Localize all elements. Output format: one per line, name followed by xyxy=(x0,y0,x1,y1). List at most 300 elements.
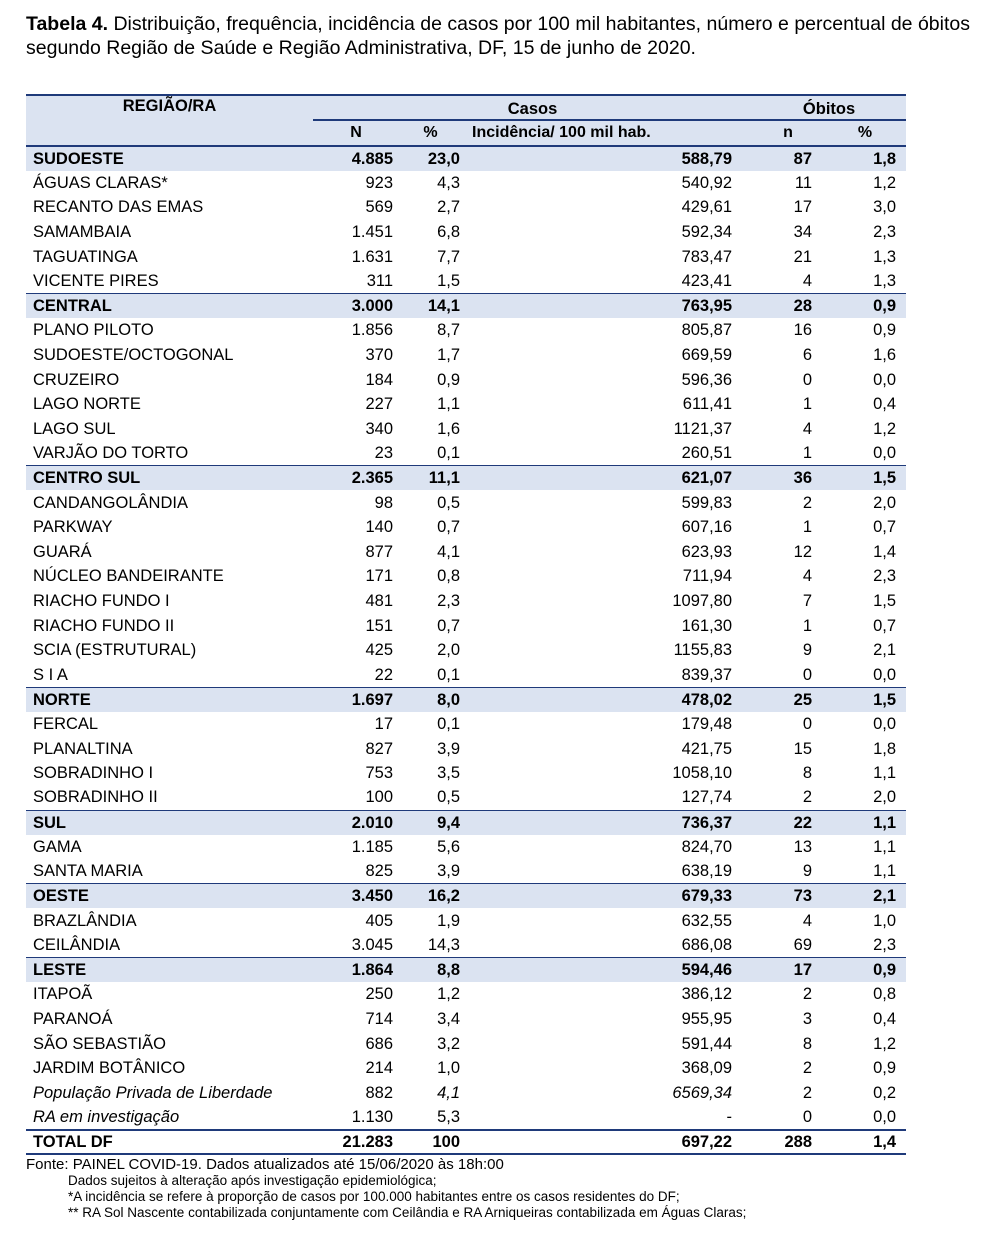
cell-deaths-pct: 3,0 xyxy=(873,198,897,217)
cell-deaths-n: 12 xyxy=(793,542,813,561)
cell-deaths-n: 2 xyxy=(802,1083,813,1102)
cell-incidence: 260,51 xyxy=(681,444,733,463)
cell-cases-n: 21.283 xyxy=(313,1130,399,1155)
cell-deaths-n: 0 xyxy=(802,714,813,733)
cell-region: LAGO SUL xyxy=(33,419,116,438)
table-row xyxy=(26,515,906,540)
cell-incidence: 591,44 xyxy=(681,1034,733,1053)
cell-cases-n: 827 xyxy=(365,739,393,758)
cell-cases-pct: 0,1 xyxy=(437,714,460,733)
cell-deaths-n: 8 xyxy=(802,1034,813,1053)
cell-cases-n: 98 xyxy=(374,493,393,512)
cell-region: NORTE xyxy=(26,687,313,712)
total-row xyxy=(26,1130,906,1155)
cell-incidence: 423,41 xyxy=(681,272,733,291)
cell-deaths-pct: 0,9 xyxy=(824,958,906,983)
table-row xyxy=(26,982,906,1007)
cell-cases-n: 3.450 xyxy=(313,884,399,909)
cell-deaths-n: 0 xyxy=(802,370,813,389)
cell-incidence: 478,02 xyxy=(462,687,752,712)
cell-deaths-pct: 0,0 xyxy=(873,370,897,389)
cell-incidence: 611,41 xyxy=(682,395,733,414)
cell-region: PARKWAY xyxy=(33,518,113,537)
table-row xyxy=(26,638,906,663)
cell-deaths-pct: 0,7 xyxy=(873,616,897,635)
cell-deaths-pct: 2,1 xyxy=(824,884,906,909)
cell-deaths-n: 4 xyxy=(802,419,813,438)
cell-cases-n: 1.697 xyxy=(313,687,399,712)
cell-deaths-pct: 1,5 xyxy=(824,687,906,712)
cell-deaths-n: 4 xyxy=(802,272,813,291)
cell-cases-pct: 14,1 xyxy=(399,294,462,319)
cell-cases-n: 214 xyxy=(365,1059,393,1078)
cell-cases-n: 1.864 xyxy=(313,958,399,983)
cell-region: SOBRADINHO I xyxy=(33,764,154,783)
cell-deaths-n: 8 xyxy=(802,764,813,783)
cell-region: PLANALTINA xyxy=(33,739,133,758)
cell-deaths-pct: 0,9 xyxy=(824,294,906,319)
table-row xyxy=(26,1105,906,1130)
cell-cases-n: 370 xyxy=(365,346,393,365)
table-row xyxy=(26,367,906,392)
region-group-row xyxy=(26,810,906,835)
cell-cases-pct: 4,1 xyxy=(437,1083,460,1102)
cell-incidence: 669,59 xyxy=(681,346,733,365)
cell-region: CEILÂNDIA xyxy=(33,936,121,955)
cell-deaths-pct: 0,9 xyxy=(873,1059,897,1078)
cell-deaths-n: 34 xyxy=(793,223,813,242)
cell-cases-pct: 3,5 xyxy=(437,764,460,783)
header-obitos: Óbitos xyxy=(752,95,906,120)
cell-deaths-n: 25 xyxy=(752,687,824,712)
cell-cases-pct: 0,9 xyxy=(437,370,460,389)
cell-deaths-n: 28 xyxy=(752,294,824,319)
table-row xyxy=(26,1007,906,1032)
cell-deaths-pct: 0,8 xyxy=(873,985,897,1004)
cell-deaths-n: 15 xyxy=(793,739,813,758)
cell-incidence: 421,75 xyxy=(681,739,733,758)
cell-deaths-n: 1 xyxy=(802,444,813,463)
cell-cases-pct: 0,5 xyxy=(437,493,460,512)
cell-deaths-n: 1 xyxy=(802,616,813,635)
cell-deaths-pct: 1,6 xyxy=(873,346,897,365)
cell-cases-n: 569 xyxy=(365,198,393,217)
cell-incidence: 711,94 xyxy=(682,567,733,586)
cell-deaths-pct: 0,0 xyxy=(873,1107,897,1126)
cell-cases-n: 184 xyxy=(365,370,393,389)
cell-incidence: 686,08 xyxy=(681,936,733,955)
cell-region: SANTA MARIA xyxy=(33,862,143,881)
table-row xyxy=(26,785,906,810)
cell-deaths-pct: 1,1 xyxy=(873,862,897,881)
cell-region: SAMAMBAIA xyxy=(33,223,132,242)
cell-cases-pct: 0,7 xyxy=(437,616,460,635)
cell-cases-n: 151 xyxy=(365,616,393,635)
table-row xyxy=(26,343,906,368)
cell-region: População Privada de Liberdade xyxy=(33,1083,273,1102)
cell-region: VICENTE PIRES xyxy=(33,272,159,291)
cell-incidence: 763,95 xyxy=(462,294,752,319)
cell-region: SOBRADINHO II xyxy=(33,788,158,807)
table-row xyxy=(26,761,906,786)
cell-deaths-n: 0 xyxy=(802,1107,813,1126)
cell-cases-pct: 1,6 xyxy=(437,419,460,438)
cell-deaths-pct: 0,7 xyxy=(873,518,897,537)
cell-cases-pct: 0,5 xyxy=(437,788,460,807)
cell-region: LESTE xyxy=(26,958,313,983)
cell-incidence: 368,09 xyxy=(681,1059,733,1078)
cell-cases-pct: 1,2 xyxy=(437,985,460,1004)
cell-region: OESTE xyxy=(26,884,313,909)
cell-cases-n: 3.045 xyxy=(351,936,393,955)
cell-cases-n: 1.451 xyxy=(351,223,393,242)
cell-incidence: 594,46 xyxy=(462,958,752,983)
cell-cases-pct: 4,1 xyxy=(437,542,460,561)
cell-cases-n: 2.365 xyxy=(313,466,399,491)
cell-cases-pct: 1,0 xyxy=(437,1059,460,1078)
cell-incidence: - xyxy=(726,1107,733,1126)
header-pct: % xyxy=(399,120,462,146)
cell-deaths-pct: 1,1 xyxy=(824,810,906,835)
cell-deaths-pct: 1,5 xyxy=(873,591,897,610)
cell-deaths-pct: 1,3 xyxy=(873,247,897,266)
cell-incidence: 161,30 xyxy=(681,616,733,635)
table-row xyxy=(26,933,906,958)
cell-deaths-pct: 2,3 xyxy=(873,223,897,242)
cell-deaths-n: 21 xyxy=(793,247,813,266)
cell-incidence: 599,83 xyxy=(681,493,733,512)
cell-cases-n: 22 xyxy=(374,665,393,684)
cell-cases-pct: 3,9 xyxy=(437,862,460,881)
cell-incidence: 6569,34 xyxy=(672,1083,733,1102)
cell-deaths-pct: 1,2 xyxy=(873,173,897,192)
cell-incidence: 1155,83 xyxy=(673,641,733,660)
cell-deaths-n: 16 xyxy=(793,321,813,340)
cell-cases-n: 2.010 xyxy=(313,810,399,835)
table-row xyxy=(26,244,906,269)
cell-region: RECANTO DAS EMAS xyxy=(33,198,204,217)
cell-cases-pct: 3,2 xyxy=(437,1034,460,1053)
header-incidencia: Incidência/ 100 mil hab. xyxy=(462,120,752,146)
cell-incidence: 588,79 xyxy=(681,149,733,168)
cell-incidence: 596,36 xyxy=(681,370,733,389)
table-row xyxy=(26,712,906,737)
cell-deaths-pct: 1,0 xyxy=(873,911,897,930)
cell-incidence: 1058,10 xyxy=(672,764,733,783)
region-group-row xyxy=(26,958,906,983)
cases-table xyxy=(26,94,906,1155)
cell-region: SUL xyxy=(26,810,313,835)
cell-incidence: 632,55 xyxy=(681,911,733,930)
cell-region: GAMA xyxy=(33,837,82,856)
cell-deaths-n: 36 xyxy=(752,466,824,491)
cell-deaths-pct: 0,0 xyxy=(873,714,897,733)
cell-cases-pct: 16,2 xyxy=(399,884,462,909)
cell-deaths-n: 9 xyxy=(802,641,813,660)
table-row xyxy=(26,859,906,884)
cell-deaths-pct: 0,0 xyxy=(873,444,897,463)
header-casos: Casos xyxy=(313,95,752,120)
cell-deaths-pct: 2,0 xyxy=(873,788,897,807)
cell-deaths-pct: 2,3 xyxy=(873,567,897,586)
cell-cases-pct: 2,7 xyxy=(437,198,460,217)
cell-deaths-n: 1 xyxy=(802,518,813,537)
cell-deaths-n: 288 xyxy=(752,1130,824,1155)
cell-deaths-n: 87 xyxy=(793,149,813,168)
cell-cases-n: 825 xyxy=(365,862,393,881)
cell-incidence: 179,48 xyxy=(681,714,733,733)
cell-deaths-pct: 0,0 xyxy=(873,665,897,684)
cell-deaths-pct: 1,2 xyxy=(873,419,897,438)
table-row xyxy=(26,269,906,294)
notes xyxy=(26,1157,746,1221)
cell-deaths-pct: 2,3 xyxy=(873,936,897,955)
cell-cases-pct: 5,3 xyxy=(437,1107,460,1126)
cell-deaths-pct: 1,4 xyxy=(824,1130,906,1155)
cell-deaths-pct: 0,4 xyxy=(873,395,897,414)
table-body xyxy=(26,146,906,1154)
cell-region: CENTRAL xyxy=(26,294,313,319)
cell-deaths-n: 1 xyxy=(802,395,813,414)
cell-region: JARDIM BOTÂNICO xyxy=(33,1059,186,1078)
cell-incidence: 783,47 xyxy=(681,247,733,266)
cell-region: S I A xyxy=(33,665,68,684)
cell-cases-n: 753 xyxy=(365,764,393,783)
cell-deaths-n: 11 xyxy=(794,173,813,192)
cell-cases-n: 17 xyxy=(374,714,393,733)
cell-cases-pct: 8,8 xyxy=(399,958,462,983)
cell-region: CRUZEIRO xyxy=(33,370,120,389)
cell-cases-n: 23 xyxy=(374,444,393,463)
table-row xyxy=(26,441,906,466)
cell-cases-pct: 100 xyxy=(399,1130,462,1155)
cell-incidence: 638,19 xyxy=(681,862,733,881)
cell-cases-pct: 7,7 xyxy=(437,247,460,266)
cell-cases-pct: 23,0 xyxy=(427,149,460,168)
cell-deaths-n: 6 xyxy=(802,346,813,365)
cell-cases-pct: 1,7 xyxy=(437,346,460,365)
cell-deaths-n: 9 xyxy=(802,862,813,881)
table-caption xyxy=(26,12,970,60)
cell-deaths-n: 4 xyxy=(802,567,813,586)
cell-cases-pct: 2,3 xyxy=(437,591,460,610)
cell-cases-pct: 1,9 xyxy=(437,911,460,930)
region-group-row xyxy=(26,466,906,491)
cell-region: VARJÃO DO TORTO xyxy=(33,444,189,463)
cell-region: CENTRO SUL xyxy=(26,466,313,491)
cell-incidence: 697,22 xyxy=(462,1130,752,1155)
table-row xyxy=(26,1031,906,1056)
cell-region: RA em investigação xyxy=(33,1107,180,1126)
cell-cases-n: 140 xyxy=(365,518,393,537)
table-row xyxy=(26,1056,906,1081)
cell-deaths-pct: 0,4 xyxy=(873,1010,897,1029)
cell-cases-n: 171 xyxy=(365,567,393,586)
table-row xyxy=(26,1081,906,1106)
cell-deaths-n: 2 xyxy=(802,493,813,512)
table-row xyxy=(26,490,906,515)
table-row xyxy=(26,417,906,442)
cell-cases-n: 923 xyxy=(365,173,393,192)
cell-incidence: 621,07 xyxy=(462,466,752,491)
cell-incidence: 839,37 xyxy=(681,665,733,684)
cell-region: PARANOÁ xyxy=(33,1010,113,1029)
cell-incidence: 679,33 xyxy=(462,884,752,909)
cell-deaths-n: 7 xyxy=(802,591,813,610)
header-obitos-n: n xyxy=(752,120,824,146)
cell-deaths-pct: 2,1 xyxy=(873,641,897,660)
cell-deaths-pct: 1,5 xyxy=(824,466,906,491)
cell-cases-n: 340 xyxy=(365,419,393,438)
cell-region: RIACHO FUNDO II xyxy=(33,616,175,635)
cell-region: RIACHO FUNDO I xyxy=(33,591,170,610)
cell-deaths-n: 22 xyxy=(752,810,824,835)
cell-deaths-pct: 1,1 xyxy=(873,764,897,783)
cell-region: LAGO NORTE xyxy=(33,395,141,414)
table-row xyxy=(26,736,906,761)
cell-incidence: 955,95 xyxy=(681,1010,733,1029)
cell-cases-pct: 0,8 xyxy=(437,567,460,586)
cell-cases-n: 1.185 xyxy=(351,837,393,856)
cell-deaths-pct: 1,8 xyxy=(873,149,897,168)
table-row xyxy=(26,220,906,245)
table-row xyxy=(26,171,906,196)
cell-incidence: 1097,80 xyxy=(672,591,733,610)
table-row xyxy=(26,589,906,614)
cell-deaths-pct: 2,0 xyxy=(873,493,897,512)
cell-deaths-pct: 0,9 xyxy=(873,321,897,340)
cell-incidence: 540,92 xyxy=(681,173,733,192)
cell-cases-n: 4.885 xyxy=(351,149,393,168)
cell-deaths-n: 2 xyxy=(802,985,813,1004)
cell-deaths-n: 0 xyxy=(802,665,813,684)
cell-cases-n: 1.631 xyxy=(351,247,393,266)
table-row xyxy=(26,835,906,860)
cell-cases-pct: 8,0 xyxy=(399,687,462,712)
cell-deaths-n: 13 xyxy=(793,837,813,856)
note-2: *A incidência se refere à proporção de casos por 100.000 habitantes entre os casos residentes do DF; xyxy=(68,1189,680,1204)
cell-cases-pct: 14,3 xyxy=(427,936,460,955)
cell-cases-n: 227 xyxy=(365,395,393,414)
cell-deaths-n: 73 xyxy=(752,884,824,909)
note-3: ** RA Sol Nascente contabilizada conjuntamente com Ceilândia e RA Arniqueiras contabilizada em Águas Claras; xyxy=(68,1205,747,1220)
cell-incidence: 429,61 xyxy=(681,198,733,217)
note-1: Dados sujeitos à alteração após investigação epidemiológica; xyxy=(68,1173,437,1188)
cell-cases-n: 1.130 xyxy=(351,1107,393,1126)
cell-deaths-pct: 0,2 xyxy=(873,1083,897,1102)
table-row xyxy=(26,613,906,638)
cell-deaths-n: 17 xyxy=(793,198,813,217)
cell-cases-pct: 0,1 xyxy=(437,665,460,684)
cell-cases-n: 877 xyxy=(365,542,393,561)
cell-cases-pct: 11,1 xyxy=(399,466,462,491)
cell-deaths-n: 3 xyxy=(802,1010,813,1029)
cell-cases-pct: 3,4 xyxy=(437,1010,460,1029)
cell-cases-n: 882 xyxy=(365,1083,393,1102)
region-group-row xyxy=(26,146,906,171)
caption-label: Tabela 4. xyxy=(26,13,109,35)
cell-deaths-n: 69 xyxy=(793,936,813,955)
cell-cases-n: 311 xyxy=(366,272,393,291)
cell-deaths-pct: 1,1 xyxy=(873,837,897,856)
source-note: Fonte: PAINEL COVID-19. Dados atualizados até 15/06/2020 às 18h:00 xyxy=(26,1156,504,1173)
region-group-row xyxy=(26,884,906,909)
header-obitos-pct: % xyxy=(824,120,906,146)
cell-deaths-n: 4 xyxy=(802,911,813,930)
table-row xyxy=(26,392,906,417)
cell-deaths-pct: 1,3 xyxy=(873,272,897,291)
table-row xyxy=(26,564,906,589)
cell-incidence: 592,34 xyxy=(681,223,733,242)
cell-region: GUARÁ xyxy=(33,542,92,561)
cell-cases-pct: 0,7 xyxy=(437,518,460,537)
cell-incidence: 386,12 xyxy=(681,985,733,1004)
caption-text: Distribuição, frequência, incidência de casos por 100 mil habitantes, número e percentual de óbitos segundo Região de Saúde e Região Administrativa, DF, 15 de junho de 2020. xyxy=(26,13,970,59)
cell-region: SCIA (ESTRUTURAL) xyxy=(33,641,197,660)
cell-cases-n: 100 xyxy=(365,788,393,807)
cell-cases-n: 1.856 xyxy=(351,321,393,340)
table-row xyxy=(26,195,906,220)
cell-region: TOTAL DF xyxy=(26,1130,313,1155)
cell-region: BRAZLÂNDIA xyxy=(33,911,137,930)
cell-region: ÁGUAS CLARAS* xyxy=(33,173,168,192)
header-n: N xyxy=(313,120,399,146)
cell-region: ITAPOÃ xyxy=(33,985,93,1004)
cell-region: CANDANGOLÂNDIA xyxy=(33,493,188,512)
cell-cases-pct: 1,5 xyxy=(437,272,460,291)
cell-cases-pct: 5,6 xyxy=(437,837,460,856)
table-row xyxy=(26,540,906,565)
cell-cases-pct: 2,0 xyxy=(437,641,460,660)
cell-deaths-n: 2 xyxy=(802,1059,813,1078)
cell-deaths-n: 17 xyxy=(752,958,824,983)
region-group-row xyxy=(26,294,906,319)
cell-cases-n: 250 xyxy=(365,985,393,1004)
cell-cases-pct: 3,9 xyxy=(437,739,460,758)
cell-cases-n: 3.000 xyxy=(313,294,399,319)
cell-incidence: 824,70 xyxy=(681,837,733,856)
cell-incidence: 623,93 xyxy=(681,542,733,561)
cell-cases-pct: 4,3 xyxy=(437,173,460,192)
cell-cases-n: 425 xyxy=(365,641,393,660)
cell-cases-n: 405 xyxy=(365,911,393,930)
cell-cases-n: 714 xyxy=(365,1010,393,1029)
table-row xyxy=(26,318,906,343)
cell-cases-n: 686 xyxy=(365,1034,393,1053)
cell-incidence: 607,16 xyxy=(681,518,733,537)
cell-incidence: 736,37 xyxy=(462,810,752,835)
cell-deaths-pct: 1,4 xyxy=(873,542,897,561)
cell-cases-n: 481 xyxy=(365,591,393,610)
cell-cases-pct: 9,4 xyxy=(399,810,462,835)
cell-deaths-pct: 1,8 xyxy=(873,739,897,758)
cell-region: SÃO SEBASTIÃO xyxy=(33,1034,166,1053)
region-group-row xyxy=(26,687,906,712)
cell-region: SUDOESTE/OCTOGONAL xyxy=(33,346,234,365)
cell-region: PLANO PILOTO xyxy=(33,321,154,340)
header-blank xyxy=(26,120,313,146)
header-region: REGIÃO/RA xyxy=(26,95,313,120)
cell-cases-pct: 6,8 xyxy=(437,223,460,242)
cell-region: NÚCLEO BANDEIRANTE xyxy=(33,567,224,586)
cell-cases-pct: 8,7 xyxy=(437,321,460,340)
cell-incidence: 1121,37 xyxy=(673,419,733,438)
cell-incidence: 805,87 xyxy=(681,321,733,340)
table-row xyxy=(26,662,906,687)
table-row xyxy=(26,908,906,933)
cell-region: TAGUATINGA xyxy=(33,247,138,266)
cell-region: SUDOESTE xyxy=(33,149,124,168)
